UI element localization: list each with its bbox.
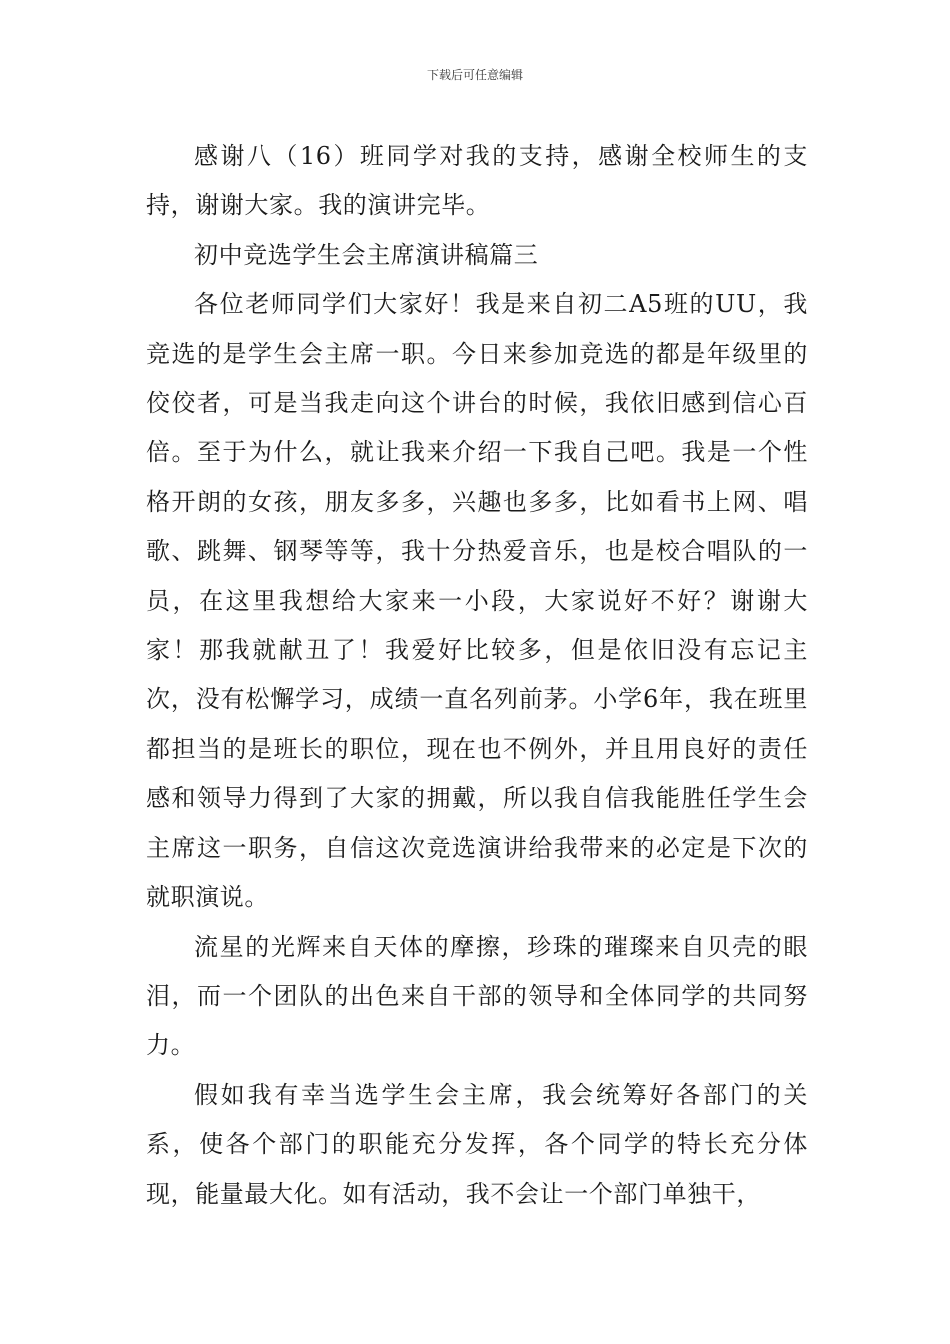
paragraph-thanks: 感谢八（16）班同学对我的支持，感谢全校师生的支持，谢谢大家。我的演讲完毕。 — [146, 142, 808, 220]
paragraph-metaphor: 流星的光辉来自天体的摩擦，珍珠的璀璨来自贝壳的眼泪，而一个团队的出色来自干部的领导和全体同学的共同努力。 — [146, 932, 808, 1060]
paragraph-introduction: 各位老师同学们大家好！我是来自初二A5班的UU，我竞选的是学生会主席一职。今日来参加竞选的都是年级里的佼佼者，可是当我走向这个讲台的时候，我依旧感到信心百倍。至于为什么，就让我来介绍一下我自己吧。我是一个性格开朗的女孩，朋友多多，兴趣也多多，比如看书上网、唱歌、跳舞、钢琴等等，我十分热爱音乐，也是校合唱队的一员，在这里我想给大家来一小段，大家说好不好？谢谢大家！那我就献丑了！我爱好比较多，但是依旧没有忘记主次，没有松懈学习，成绩一直名列前茅。小学6年，我在班里都担当的是班长的职位，现在也不例外，并且用良好的责任感和领导力得到了大家的拥戴，所以我自信我能胜任学生会主席这一职务，自信这次竞选演讲给我带来的必定是下次的就职演说。 — [146, 290, 808, 912]
paragraph-plan: 假如我有幸当选学生会主席，我会统筹好各部门的关系，使各个部门的职能充分发挥，各个同学的特长充分体现，能量最大化。如有活动，我不会让一个部门单独干， — [146, 1080, 808, 1208]
page-header: 下载后可任意编辑 — [426, 68, 523, 82]
document-body — [146, 132, 808, 1219]
section-title: 初中竞选学生会主席演讲稿篇三 — [194, 240, 539, 269]
